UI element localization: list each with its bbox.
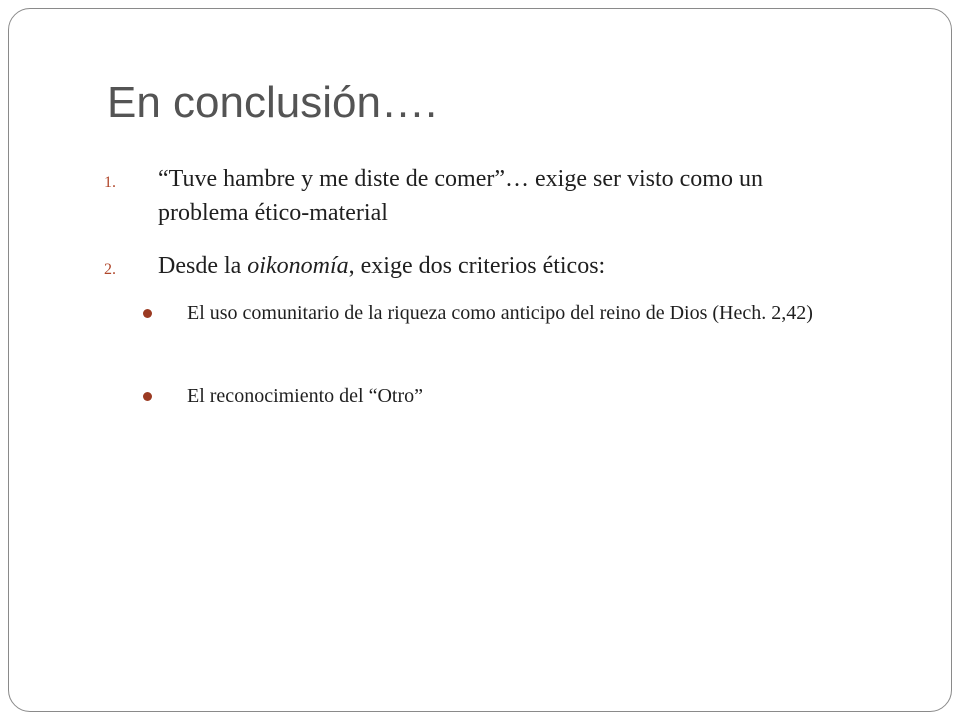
bullet-icon [143, 392, 152, 401]
sub-item-1-text: El uso comunitario de la riqueza como anticipo del reino de Dios (Hech. 2,42) [187, 302, 813, 324]
list-item-2-text-end: , exige dos criterios éticos: [348, 253, 606, 279]
list-item-2-text-start: Desde la [158, 253, 248, 279]
list-number-2: 2. [104, 261, 116, 278]
list-item-2-italic-term: oikonomía [247, 253, 349, 279]
list-item-1-text: “Tuve hambre y me diste de comer”… exige ser visto como un problema ético-material [158, 166, 763, 226]
slide-title: En conclusión…. [107, 78, 438, 127]
list-item-2-text [158, 249, 858, 283]
list-number-1: 1. [104, 174, 116, 191]
bullet-icon [143, 309, 152, 318]
sub-item-2-text: El reconocimiento del “Otro” [187, 385, 424, 407]
